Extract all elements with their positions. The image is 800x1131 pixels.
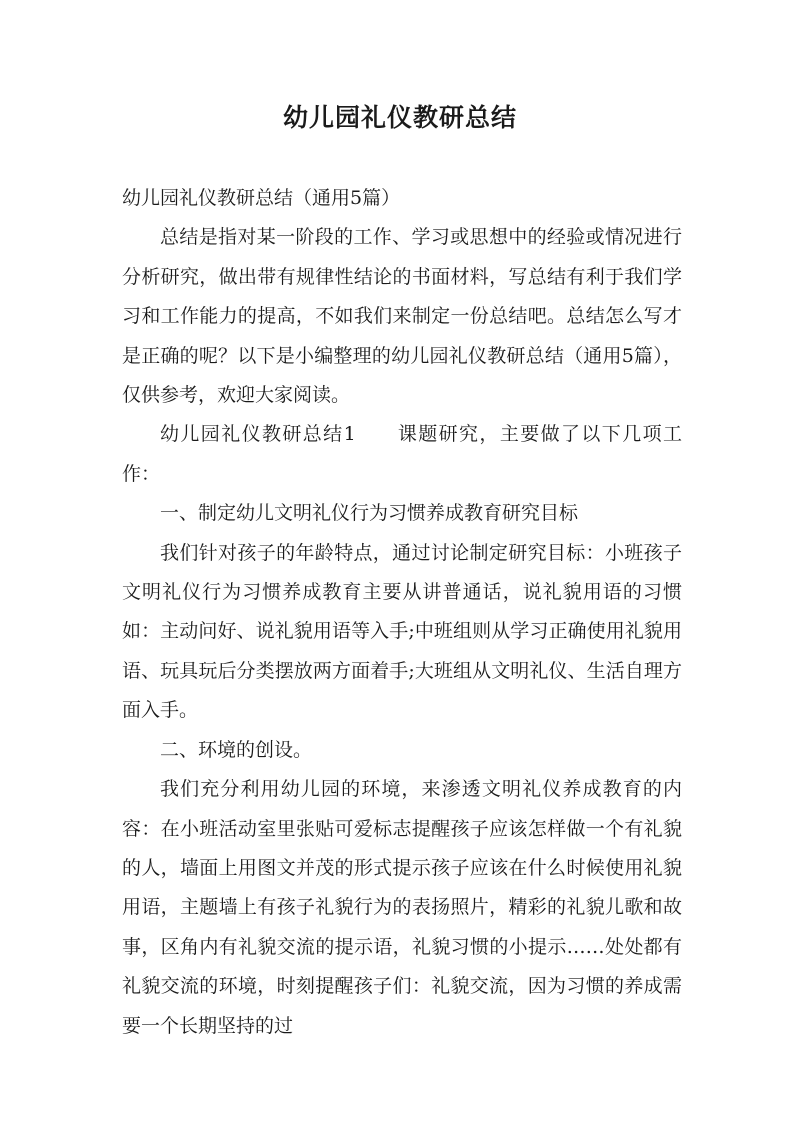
environment-paragraph: 我们充分利用幼儿园的环境，来渗透文明礼仪养成教育的内容：在小班活动室里张贴可爱标志提醒孩子应该怎样做一个有礼貌的人，墙面上用图文并茂的形式提示孩子应该在什么时候使用礼貌用语，主题墙上有孩子礼貌行为的表扬照片，精彩的礼貌儿歌和故事，区角内有礼貌交流的提示语，礼貌习惯的小提示……处处都有礼貌交流的环境，时刻提醒孩子们：礼貌交流，因为习惯的养成需要一个长期坚持的过 xyxy=(122,778,682,1037)
document-subtitle: 幼儿园礼仪教研总结（通用5篇） xyxy=(122,187,401,209)
heading-goals: 一、制定幼儿文明礼仪行为习惯养成教育研究目标 xyxy=(160,502,579,525)
document-title: 幼儿园礼仪教研总结 xyxy=(282,103,517,132)
goals-paragraph: 我们针对孩子的年龄特点，通过讨论制定研究目标：小班孩子文明礼仪行为习惯养成教育主要从讲普通话，说礼貌用语的习惯如：主动问好、说礼貌用语等入手;中班组则从学习正确使用礼貌用语、玩具玩后分类摆放两方面着手;大班组从文明礼仪、生活自理方面入手。 xyxy=(122,541,682,722)
document-body xyxy=(122,179,682,1046)
heading-environment: 二、环境的创设。 xyxy=(160,738,313,761)
intro-paragraph: 总结是指对某一阶段的工作、学习或思想中的经验或情况进行分析研究，做出带有规律性结论的书面材料，写总结有利于我们学习和工作能力的提高，不如我们来制定一份总结吧。总结怎么写才是正确的呢？以下是小编整理的幼儿园礼仪教研总结（通用5篇），仅供参考，欢迎大家阅读。 xyxy=(122,226,682,407)
section-intro-paragraph: 幼儿园礼仪教研总结1 课题研究，主要做了以下几项工作： xyxy=(122,423,682,485)
